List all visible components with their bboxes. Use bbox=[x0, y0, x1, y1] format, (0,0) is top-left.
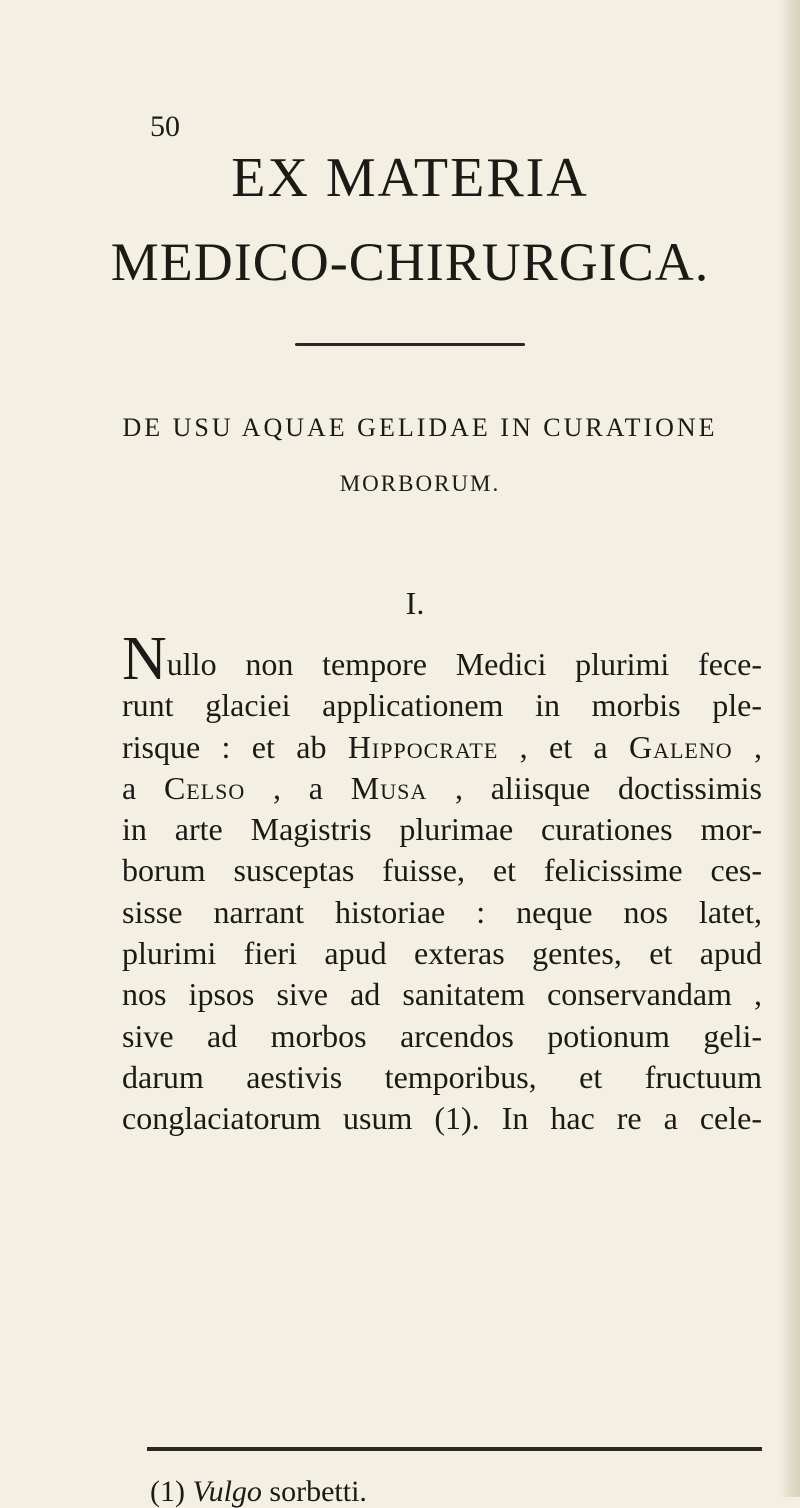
line-text: , bbox=[732, 728, 763, 765]
paragraph-line: conglaciatorum usum (1). In hac re a cele- bbox=[122, 1100, 762, 1137]
footnote-marker: (1) bbox=[150, 1475, 193, 1508]
author-name: Musa bbox=[350, 769, 428, 806]
page-number: 50 bbox=[150, 110, 180, 143]
page-edge-shadow bbox=[778, 0, 800, 1497]
author-name: Galeno bbox=[629, 728, 733, 765]
line-text: ullo non tempore Medici plurimi fece- bbox=[166, 646, 762, 682]
title-rule bbox=[295, 343, 525, 346]
paragraph-line: sive ad morbos arcendos potionum geli- bbox=[122, 1017, 762, 1054]
footnote-italic: Vulgo bbox=[192, 1475, 262, 1508]
line-text: , aliisque doctissimis bbox=[427, 769, 763, 806]
author-name: Celso bbox=[163, 769, 246, 806]
title-line-1: EX MATERIA bbox=[231, 147, 589, 209]
footnote-text: sorbetti. bbox=[261, 1475, 367, 1508]
paragraph-line: sisse narrant historiae : neque nos latet, bbox=[122, 893, 762, 930]
paragraph-line bbox=[122, 625, 762, 693]
paragraph-line bbox=[122, 727, 762, 768]
paragraph-line: plurimi fieri apud exteras gentes, et apud bbox=[122, 935, 762, 972]
line-text: a bbox=[122, 769, 164, 806]
line-text: , a bbox=[245, 769, 351, 806]
line-text: , et a bbox=[498, 728, 629, 765]
paragraph-line: darum aestivis temporibus, et fructuum bbox=[122, 1058, 762, 1095]
subtitle-line-2: MORBORUM. bbox=[339, 471, 501, 496]
drop-cap: N bbox=[122, 625, 167, 693]
line-text: risque : et ab bbox=[122, 728, 348, 765]
footnote bbox=[150, 1477, 367, 1507]
subtitle-line-1: DE USU AQUAE GELIDAE IN CURATIONE bbox=[122, 413, 718, 442]
paragraph-line: in arte Magistris plurimae curationes mor- bbox=[122, 811, 762, 848]
section-number: I. bbox=[405, 585, 425, 621]
body-paragraph bbox=[122, 625, 763, 1140]
footnote-rule bbox=[147, 1447, 762, 1451]
author-name: Hippocrate bbox=[347, 728, 499, 765]
paragraph-line: nos ipsos sive ad sanitatem conservandam , bbox=[122, 976, 762, 1013]
paragraph-line: borum susceptas fuisse, et felicissime ces- bbox=[122, 852, 762, 889]
paragraph-line bbox=[122, 768, 762, 809]
paragraph-line: runt glaciei applicationem in morbis ple- bbox=[122, 687, 762, 724]
title-line-2: MEDICO-CHIRURGICA. bbox=[110, 232, 710, 292]
